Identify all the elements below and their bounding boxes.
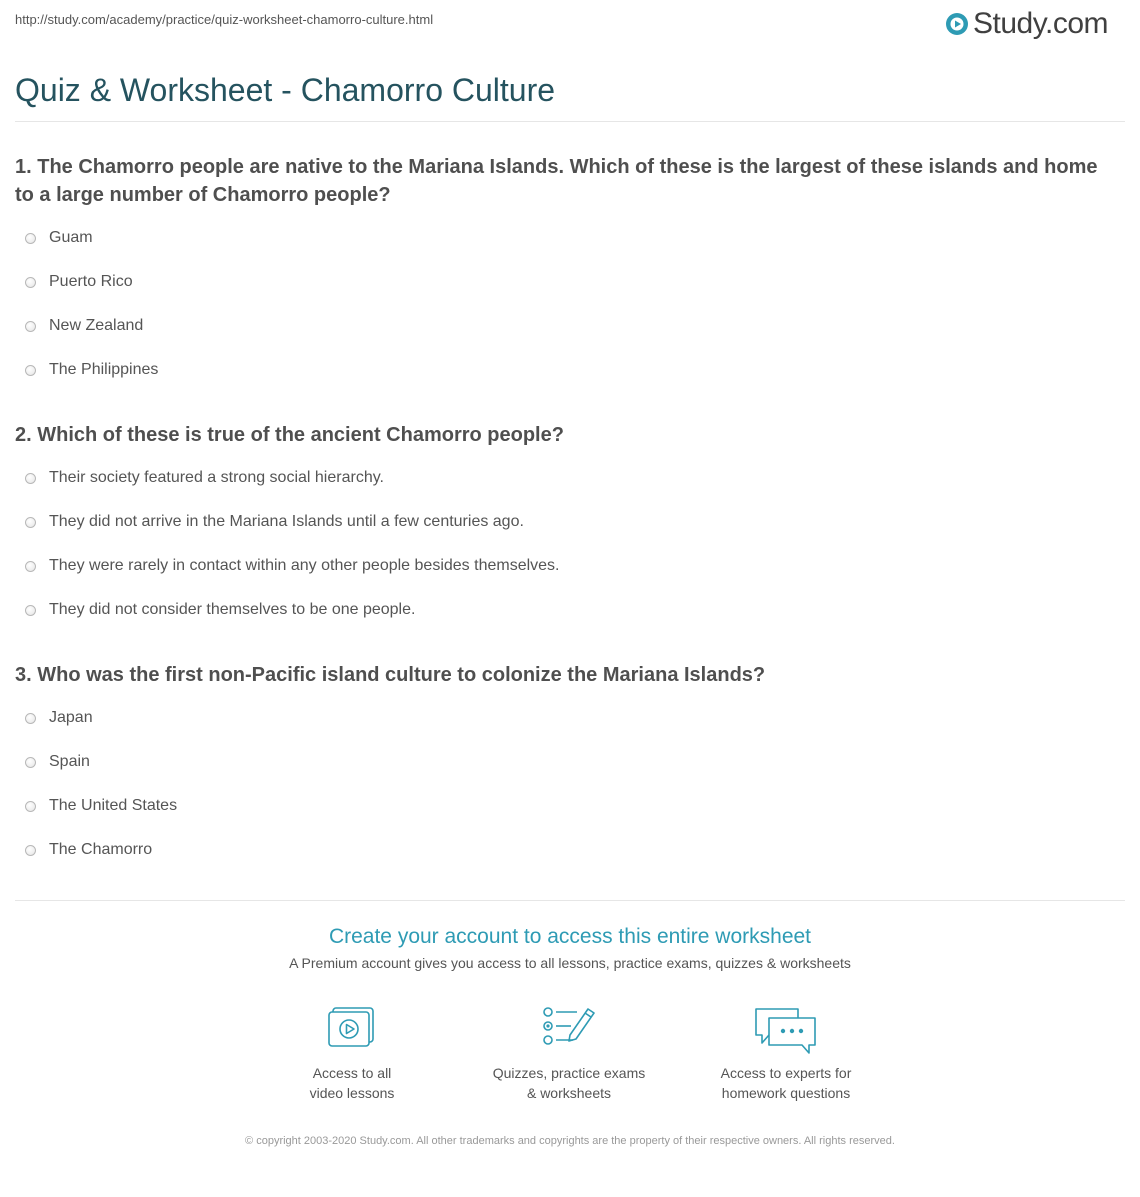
feature-label: Quizzes, practice exams & worksheets bbox=[492, 1065, 646, 1101]
answer-option[interactable] bbox=[15, 828, 1115, 872]
option-label: Spain bbox=[49, 753, 90, 770]
answer-option[interactable] bbox=[15, 500, 1115, 544]
radio-button[interactable] bbox=[25, 801, 36, 812]
page-title: Quiz & Worksheet - Chamorro Culture bbox=[15, 72, 556, 108]
feature-label: Access to experts for homework questions bbox=[720, 1065, 852, 1101]
option-label: Guam bbox=[49, 229, 93, 246]
page-url: http://study.com/academy/practice/quiz-worksheet-chamorro-culture.html bbox=[15, 12, 434, 27]
radio-button[interactable] bbox=[25, 845, 36, 856]
radio-button[interactable] bbox=[25, 473, 36, 484]
play-circle-icon bbox=[945, 12, 969, 36]
option-label: Puerto Rico bbox=[49, 273, 133, 290]
answer-options bbox=[15, 216, 1115, 392]
feature-quizzes bbox=[469, 1005, 669, 1103]
question-text: 1. The Chamorro people are native to the Mariana Islands. Which of these is the largest of these islands and home to a large number of Chamorro people? bbox=[15, 156, 1098, 206]
title-divider bbox=[15, 121, 1125, 122]
question-text: 2. Which of these is true of the ancient Chamorro people? bbox=[15, 424, 564, 446]
option-label: They did not arrive in the Mariana Islands until a few centuries ago. bbox=[49, 513, 524, 530]
answer-option[interactable] bbox=[15, 260, 1115, 304]
radio-button[interactable] bbox=[25, 277, 36, 288]
logo-text: Study.com bbox=[973, 7, 1108, 40]
option-label: They did not consider themselves to be one people. bbox=[49, 601, 416, 618]
answer-option[interactable] bbox=[15, 216, 1115, 260]
video-lessons-icon bbox=[326, 1005, 378, 1049]
feature-experts bbox=[686, 1005, 886, 1103]
question-3 bbox=[15, 661, 1115, 872]
option-label: They were rarely in contact within any other people besides themselves. bbox=[49, 557, 560, 574]
cta-title[interactable]: Create your account to access this entire worksheet bbox=[328, 925, 812, 948]
radio-button[interactable] bbox=[25, 713, 36, 724]
radio-button[interactable] bbox=[25, 365, 36, 376]
question-1 bbox=[15, 153, 1115, 392]
feature-video-lessons bbox=[252, 1005, 452, 1103]
copyright-footer: © copyright 2003-2020 Study.com. All other trademarks and copyrights are the property of their respective owners. All rights reserved. bbox=[245, 1135, 895, 1147]
option-label: The United States bbox=[49, 797, 178, 814]
radio-button[interactable] bbox=[25, 605, 36, 616]
cta-subtitle: A Premium account gives you access to all lessons, practice exams, quizzes & worksheets bbox=[289, 955, 851, 971]
feature-label: Access to all video lessons bbox=[309, 1065, 395, 1101]
question-2 bbox=[15, 421, 1115, 632]
radio-button[interactable] bbox=[25, 757, 36, 768]
answer-option[interactable] bbox=[15, 456, 1115, 500]
option-label: New Zealand bbox=[49, 317, 144, 334]
question-text: 3. Who was the first non-Pacific island culture to colonize the Mariana Islands? bbox=[15, 664, 766, 686]
option-label: Japan bbox=[49, 709, 93, 726]
expert-chat-icon bbox=[753, 1005, 819, 1057]
radio-button[interactable] bbox=[25, 321, 36, 332]
option-label: The Chamorro bbox=[49, 841, 153, 858]
answer-options bbox=[15, 456, 1115, 632]
option-label: Their society featured a strong social hierarchy. bbox=[49, 469, 384, 486]
answer-option[interactable] bbox=[15, 740, 1115, 784]
quiz-checklist-icon bbox=[541, 1005, 597, 1049]
radio-button[interactable] bbox=[25, 233, 36, 244]
radio-button[interactable] bbox=[25, 561, 36, 572]
study-logo[interactable] bbox=[945, 6, 1108, 42]
answer-option[interactable] bbox=[15, 696, 1115, 740]
option-label: The Philippines bbox=[49, 361, 159, 378]
answer-options bbox=[15, 696, 1115, 872]
answer-option[interactable] bbox=[15, 588, 1115, 632]
radio-button[interactable] bbox=[25, 517, 36, 528]
signup-cta bbox=[0, 922, 1140, 972]
answer-option[interactable] bbox=[15, 544, 1115, 588]
answer-option[interactable] bbox=[15, 784, 1115, 828]
section-divider bbox=[15, 900, 1125, 901]
answer-option[interactable] bbox=[15, 304, 1115, 348]
answer-option[interactable] bbox=[15, 348, 1115, 392]
